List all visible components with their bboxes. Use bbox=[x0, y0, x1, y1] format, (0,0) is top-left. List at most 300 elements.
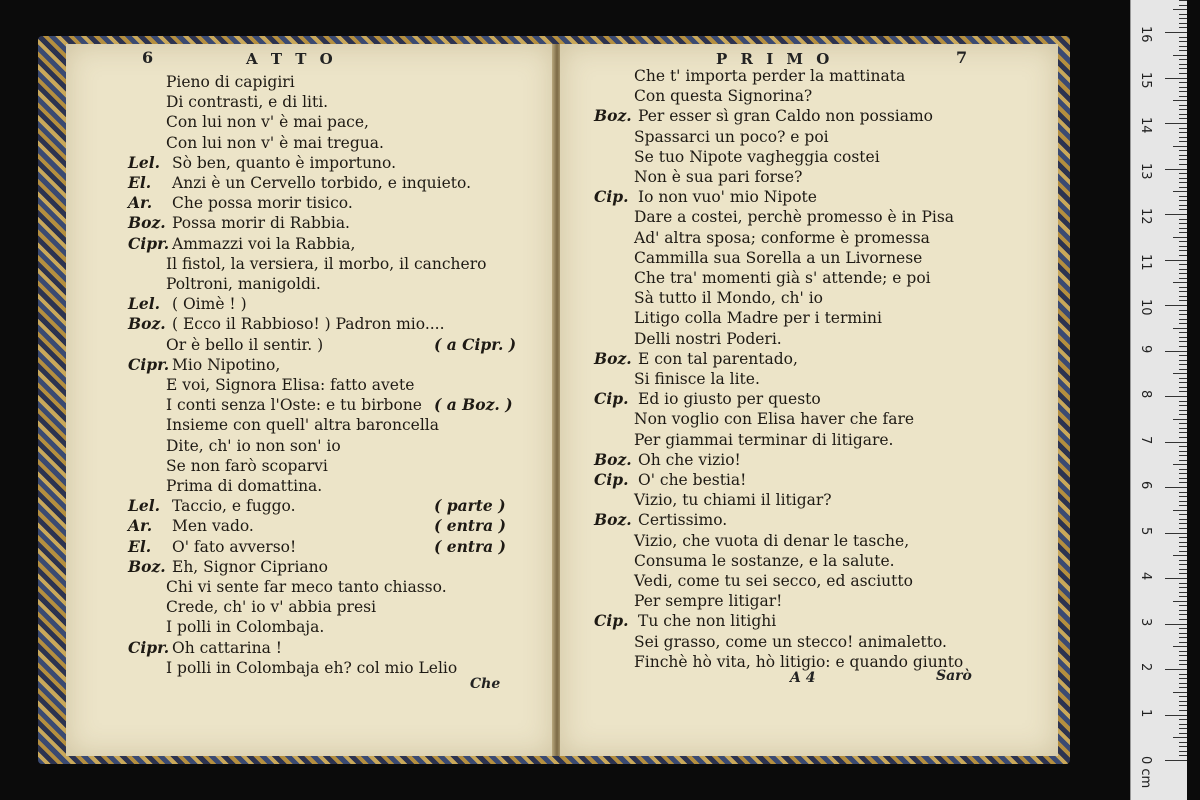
speaker-name: Boz. bbox=[128, 314, 166, 334]
ruler-tick bbox=[1179, 473, 1187, 474]
ruler-tick bbox=[1173, 510, 1187, 511]
ruler-tick bbox=[1179, 733, 1187, 734]
ruler-tick bbox=[1179, 528, 1187, 529]
speaker-name: El. bbox=[128, 173, 152, 192]
ruler-number: 11 bbox=[1138, 253, 1153, 271]
verse-text: Crede, ch' io v' abbia presi bbox=[166, 598, 377, 617]
ruler-tick bbox=[1173, 282, 1187, 283]
ruler-number: 3 bbox=[1138, 617, 1153, 626]
ruler-tick bbox=[1179, 128, 1187, 129]
ruler-tick bbox=[1179, 482, 1187, 483]
ruler-tick bbox=[1179, 596, 1187, 597]
verse-text: Si finisce la lite. bbox=[634, 370, 760, 388]
ruler-tick bbox=[1179, 660, 1187, 661]
verse-text: Sei grasso, come un stecco! animaletto. bbox=[634, 632, 947, 651]
ruler-tick bbox=[1179, 150, 1187, 151]
ruler-tick bbox=[1179, 250, 1187, 251]
text-line bbox=[166, 597, 376, 617]
catchword: Che bbox=[470, 676, 501, 692]
speaker-name: Cip. bbox=[594, 611, 629, 631]
verse-text: Che tra' momenti già s' attende; e poi bbox=[634, 269, 931, 287]
text-line bbox=[166, 335, 323, 355]
text-line bbox=[634, 430, 894, 450]
left-page bbox=[66, 44, 554, 756]
catchword: Sarò bbox=[936, 668, 972, 684]
ruler-tick bbox=[1179, 719, 1187, 720]
text-line bbox=[594, 450, 741, 470]
verse-text: Pieno di capigiri bbox=[166, 73, 295, 91]
text-line bbox=[634, 632, 947, 652]
verse-text: Prima di domattina. bbox=[166, 477, 323, 495]
ruler-tick bbox=[1173, 555, 1187, 556]
ruler-tick bbox=[1179, 278, 1187, 279]
verse-text: Poltroni, manigoldi. bbox=[166, 275, 321, 293]
text-line bbox=[634, 167, 802, 187]
ruler-tick bbox=[1165, 624, 1187, 625]
text-line bbox=[128, 496, 296, 516]
text-line bbox=[594, 187, 817, 207]
ruler-tick bbox=[1179, 23, 1187, 24]
ruler-number: 1 bbox=[1138, 708, 1153, 717]
text-line bbox=[166, 112, 369, 132]
text-line bbox=[128, 193, 353, 213]
text-line bbox=[634, 591, 782, 611]
ruler-tick bbox=[1179, 478, 1187, 479]
ruler-tick bbox=[1179, 196, 1187, 197]
text-line bbox=[128, 516, 254, 536]
text-line bbox=[634, 652, 963, 672]
ruler-tick bbox=[1179, 610, 1187, 611]
ruler-number: 5 bbox=[1138, 526, 1153, 535]
ruler-tick bbox=[1179, 14, 1187, 15]
ruler-tick bbox=[1179, 633, 1187, 634]
verse-text: ( Oimè ! ) bbox=[172, 295, 247, 314]
ruler-tick bbox=[1179, 64, 1187, 65]
text-line bbox=[166, 617, 324, 637]
speaker-name: Boz. bbox=[594, 106, 632, 126]
ruler-tick bbox=[1179, 228, 1187, 229]
ruler-tick bbox=[1179, 569, 1187, 570]
verse-text: Certissimo. bbox=[638, 511, 728, 530]
ruler-tick bbox=[1179, 637, 1187, 638]
ruler-tick bbox=[1179, 287, 1187, 288]
verse-text: Vizio, che vuota di denar le tasche, bbox=[634, 531, 910, 550]
ruler-tick bbox=[1179, 300, 1187, 301]
verse-text: Consuma le sostanze, e la salute. bbox=[634, 551, 895, 570]
ruler-tick bbox=[1179, 619, 1187, 620]
text-line bbox=[634, 551, 895, 571]
ruler-number: 12 bbox=[1138, 208, 1153, 225]
ruler-tick bbox=[1173, 646, 1187, 647]
ruler-tick bbox=[1179, 496, 1187, 497]
ruler-tick bbox=[1179, 355, 1187, 356]
verse-text: Per sempre litigar! bbox=[634, 592, 783, 611]
ruler-tick bbox=[1179, 391, 1187, 392]
verse-text: Non è sua pari forse? bbox=[634, 168, 803, 186]
ruler-tick bbox=[1165, 487, 1187, 488]
ruler-tick bbox=[1179, 573, 1187, 574]
verse-text: Cammilla sua Sorella a un Livornese bbox=[634, 248, 923, 267]
ruler-tick bbox=[1179, 728, 1187, 729]
text-line bbox=[634, 248, 922, 268]
ruler-tick bbox=[1179, 542, 1187, 543]
text-line bbox=[166, 476, 322, 496]
ruler-tick bbox=[1179, 655, 1187, 656]
stage-direction: ( entra ) bbox=[434, 536, 506, 556]
ruler-tick bbox=[1179, 592, 1187, 593]
ruler-tick bbox=[1179, 5, 1187, 6]
speaker-name: Cip. bbox=[594, 389, 629, 409]
ruler-number: 2 bbox=[1138, 663, 1153, 672]
signature-mark: A 4 bbox=[790, 670, 816, 686]
ruler-tick bbox=[1179, 460, 1187, 461]
right-page bbox=[560, 44, 1058, 756]
ruler-tick bbox=[1179, 310, 1187, 311]
verse-text: I polli in Colombaja eh? col mio Lelio bbox=[166, 658, 458, 677]
ruler-number: 10 bbox=[1138, 299, 1153, 316]
ruler-tick bbox=[1179, 523, 1187, 524]
stage-direction: ( parte ) bbox=[434, 496, 506, 516]
ruler-tick bbox=[1179, 232, 1187, 233]
ruler-tick bbox=[1165, 169, 1187, 170]
running-header: A T T O bbox=[246, 50, 337, 68]
ruler-tick bbox=[1179, 414, 1187, 415]
verse-text: Men vado. bbox=[172, 517, 254, 536]
text-line bbox=[166, 274, 321, 294]
speaker-name: Ar. bbox=[128, 193, 153, 213]
verse-text: I polli in Colombaja. bbox=[166, 618, 325, 637]
ruler-tick bbox=[1179, 118, 1187, 119]
verse-text: Io non vuo' mio Nipote bbox=[638, 188, 817, 207]
text-line bbox=[166, 456, 328, 476]
ruler-number: 14 bbox=[1138, 117, 1153, 134]
text-line bbox=[128, 173, 471, 193]
ruler-tick bbox=[1179, 696, 1187, 697]
text-line bbox=[594, 510, 727, 530]
ruler-tick bbox=[1179, 405, 1187, 406]
ruler-tick bbox=[1179, 437, 1187, 438]
ruler-tick bbox=[1179, 642, 1187, 643]
ruler-tick bbox=[1179, 73, 1187, 74]
speaker-name: Cipr. bbox=[128, 354, 170, 374]
ruler-tick bbox=[1179, 159, 1187, 160]
ruler-tick bbox=[1179, 378, 1187, 379]
ruler-tick bbox=[1179, 710, 1187, 711]
ruler-tick bbox=[1179, 519, 1187, 520]
ruler-tick bbox=[1179, 332, 1187, 333]
ruler-tick bbox=[1179, 50, 1187, 51]
text-line bbox=[634, 329, 782, 349]
ruler-tick bbox=[1179, 164, 1187, 165]
speaker-name: Cipr. bbox=[128, 233, 170, 253]
verse-text: Vedi, come tu sei secco, ed asciutto bbox=[634, 572, 913, 590]
verse-text: Non voglio con Elisa haver che fare bbox=[634, 410, 915, 429]
text-line bbox=[634, 409, 914, 429]
verse-text: Dite, ch' io non son' io bbox=[166, 436, 341, 455]
ruler-tick bbox=[1179, 264, 1187, 265]
ruler-tick bbox=[1165, 669, 1187, 670]
ruler-tick bbox=[1179, 564, 1187, 565]
text-line bbox=[166, 436, 341, 456]
ruler-tick bbox=[1179, 446, 1187, 447]
ruler-tick bbox=[1179, 560, 1187, 561]
ruler-tick bbox=[1165, 32, 1187, 33]
text-line bbox=[166, 395, 422, 415]
ruler-tick bbox=[1165, 533, 1187, 534]
ruler-tick bbox=[1179, 223, 1187, 224]
ruler-tick bbox=[1179, 323, 1187, 324]
ruler-tick bbox=[1165, 396, 1187, 397]
ruler-tick bbox=[1179, 364, 1187, 365]
ruler-tick bbox=[1165, 78, 1187, 79]
ruler-tick bbox=[1173, 692, 1187, 693]
ruler-tick bbox=[1179, 428, 1187, 429]
ruler-tick bbox=[1179, 319, 1187, 320]
ruler-tick bbox=[1179, 178, 1187, 179]
ruler-tick bbox=[1179, 360, 1187, 361]
running-header: P R I M O bbox=[716, 50, 834, 68]
ruler-tick bbox=[1179, 114, 1187, 115]
text-line bbox=[634, 308, 882, 328]
text-line bbox=[634, 369, 760, 389]
verse-text: Delli nostri Poderi. bbox=[634, 329, 782, 348]
text-line bbox=[634, 147, 880, 167]
ruler-tick bbox=[1165, 305, 1187, 306]
ruler-tick bbox=[1179, 746, 1187, 747]
text-line bbox=[634, 86, 812, 106]
ruler-tick bbox=[1179, 382, 1187, 383]
ruler-number: 15 bbox=[1138, 71, 1153, 89]
ruler-tick bbox=[1165, 214, 1187, 215]
verse-text: Sò ben, quanto è importuno. bbox=[172, 153, 397, 172]
verse-text: Se non farò scoparvi bbox=[166, 456, 328, 475]
ruler-tick bbox=[1179, 82, 1187, 83]
verse-text: Per esser sì gran Caldo non possiamo bbox=[638, 107, 934, 126]
ruler-tick bbox=[1179, 141, 1187, 142]
ruler-tick bbox=[1165, 351, 1187, 352]
verse-text: Oh cattarina ! bbox=[172, 638, 282, 657]
text-line bbox=[634, 66, 905, 86]
text-line bbox=[594, 349, 798, 369]
ruler-tick bbox=[1179, 314, 1187, 315]
ruler-tick bbox=[1179, 755, 1187, 756]
verse-text: E voi, Signora Elisa: fatto avete bbox=[166, 376, 415, 394]
text-line bbox=[128, 294, 247, 314]
ruler-tick bbox=[1179, 132, 1187, 133]
ruler-tick bbox=[1179, 605, 1187, 606]
ruler-tick bbox=[1179, 105, 1187, 106]
ruler-tick bbox=[1179, 687, 1187, 688]
ruler-tick bbox=[1179, 273, 1187, 274]
ruler-tick bbox=[1179, 614, 1187, 615]
verse-text: E con tal parentado, bbox=[638, 349, 798, 368]
ruler-tick bbox=[1179, 27, 1187, 28]
ruler-tick bbox=[1173, 100, 1187, 101]
verse-text: Che possa morir tisico. bbox=[172, 194, 353, 213]
ruler-tick bbox=[1179, 587, 1187, 588]
stage-direction: ( a Cipr. ) bbox=[434, 334, 517, 354]
text-line bbox=[166, 375, 414, 395]
text-line bbox=[634, 127, 829, 147]
stage-direction: ( entra ) bbox=[434, 516, 506, 536]
ruler-tick bbox=[1173, 419, 1187, 420]
text-line bbox=[128, 537, 296, 557]
ruler-tick bbox=[1165, 578, 1187, 579]
speaker-name: Cipr. bbox=[128, 637, 170, 657]
verse-text: Con lui non v' è mai tregua. bbox=[166, 133, 384, 152]
ruler-tick bbox=[1179, 664, 1187, 665]
ruler-tick bbox=[1179, 683, 1187, 684]
ruler-tick bbox=[1179, 255, 1187, 256]
ruler-number: 13 bbox=[1138, 162, 1153, 180]
verse-text: Oh che vizio! bbox=[638, 450, 741, 469]
ruler-tick bbox=[1179, 583, 1187, 584]
ruler-tick bbox=[1179, 751, 1187, 752]
verse-text: I conti senza l'Oste: e tu birbone bbox=[166, 396, 422, 415]
ruler-tick bbox=[1179, 451, 1187, 452]
ruler-tick bbox=[1173, 237, 1187, 238]
ruler-number: 4 bbox=[1138, 572, 1153, 581]
text-line bbox=[634, 571, 913, 591]
ruler-tick bbox=[1179, 410, 1187, 411]
ruler-tick bbox=[1179, 628, 1187, 629]
text-line bbox=[634, 207, 954, 227]
text-line bbox=[634, 268, 931, 288]
text-line bbox=[128, 638, 282, 658]
verse-text: Possa morir di Rabbia. bbox=[172, 214, 350, 233]
ruler-tick bbox=[1179, 701, 1187, 702]
text-line bbox=[166, 133, 384, 153]
ruler-number: 6 bbox=[1138, 481, 1153, 490]
text-line bbox=[166, 72, 295, 92]
ruler-tick bbox=[1165, 123, 1187, 124]
text-line bbox=[128, 355, 280, 375]
text-line bbox=[128, 153, 396, 173]
ruler-tick bbox=[1173, 601, 1187, 602]
verse-text: Con lui non v' è mai pace, bbox=[166, 113, 369, 132]
ruler-tick bbox=[1173, 146, 1187, 147]
ruler-tick bbox=[1179, 68, 1187, 69]
ruler-number: 7 bbox=[1138, 435, 1153, 444]
page-number: 6 bbox=[142, 48, 154, 67]
verse-text: Ed io giusto per questo bbox=[638, 390, 821, 409]
ruler-tick bbox=[1179, 87, 1187, 88]
ruler-tick bbox=[1179, 269, 1187, 270]
text-line bbox=[128, 234, 355, 254]
text-line bbox=[166, 577, 447, 597]
text-line bbox=[128, 314, 445, 334]
verse-text: Taccio, e fuggo. bbox=[172, 497, 296, 516]
ruler-tick bbox=[1179, 37, 1187, 38]
ruler-tick bbox=[1179, 514, 1187, 515]
speaker-name: Lel. bbox=[128, 152, 161, 172]
ruler-tick bbox=[1179, 291, 1187, 292]
text-line bbox=[634, 228, 930, 248]
ruler-number: 16 bbox=[1138, 26, 1153, 43]
text-line bbox=[634, 490, 832, 510]
text-line bbox=[594, 106, 933, 126]
speaker-name: Cip. bbox=[594, 187, 629, 207]
ruler-tick bbox=[1179, 387, 1187, 388]
ruler-tick bbox=[1179, 241, 1187, 242]
ruler-tick bbox=[1173, 328, 1187, 329]
ruler-tick bbox=[1179, 200, 1187, 201]
ruler-tick bbox=[1179, 59, 1187, 60]
ruler-tick bbox=[1179, 469, 1187, 470]
speaker-name: Lel. bbox=[128, 496, 161, 516]
ruler-number: 8 bbox=[1138, 390, 1153, 399]
ruler-tick bbox=[1179, 724, 1187, 725]
ruler-tick bbox=[1179, 742, 1187, 743]
text-line bbox=[128, 213, 350, 233]
verse-text: Sà tutto il Mondo, ch' io bbox=[634, 289, 823, 308]
speaker-name: Boz. bbox=[594, 510, 632, 530]
speaker-name: Boz. bbox=[128, 213, 166, 233]
verse-text: Or è bello il sentir. ) bbox=[166, 335, 324, 354]
speaker-name: Ar. bbox=[128, 516, 153, 536]
speaker-name: Lel. bbox=[128, 294, 161, 314]
ruler-tick bbox=[1179, 296, 1187, 297]
verse-text: O' che bestia! bbox=[638, 471, 747, 489]
speaker-name: Boz. bbox=[594, 449, 632, 469]
text-line bbox=[128, 557, 328, 577]
ruler-tick bbox=[1179, 246, 1187, 247]
ruler-tick bbox=[1165, 760, 1187, 761]
verse-text: Spassarci un poco? e poi bbox=[634, 127, 829, 146]
verse-text: Eh, Signor Cipriano bbox=[172, 557, 328, 576]
ruler-tick bbox=[1179, 173, 1187, 174]
text-line bbox=[594, 470, 746, 490]
ruler-tick bbox=[1173, 464, 1187, 465]
verse-text: Il fistol, la versiera, il morbo, il canchero bbox=[166, 254, 487, 273]
ruler-tick bbox=[1179, 674, 1187, 675]
verse-text: Finchè hò vita, hò litigio: e quando giunto bbox=[634, 652, 964, 671]
verse-text: Ad' altra sposa; conforme è promessa bbox=[634, 228, 930, 247]
text-line bbox=[634, 531, 909, 551]
ruler-tick bbox=[1179, 341, 1187, 342]
ruler-tick bbox=[1165, 715, 1187, 716]
speaker-name: Boz. bbox=[128, 556, 166, 576]
ruler-tick bbox=[1179, 369, 1187, 370]
verse-text: Di contrasti, e di liti. bbox=[166, 93, 329, 112]
verse-text: O' fato avverso! bbox=[172, 537, 297, 556]
ruler-tick bbox=[1179, 96, 1187, 97]
text-line bbox=[166, 415, 439, 435]
ruler-tick bbox=[1179, 455, 1187, 456]
ruler-tick bbox=[1179, 91, 1187, 92]
text-line bbox=[594, 389, 821, 409]
verse-text: Ammazzi voi la Rabbia, bbox=[172, 234, 356, 253]
ruler-tick bbox=[1179, 432, 1187, 433]
ruler-tick bbox=[1179, 155, 1187, 156]
ruler-tick bbox=[1165, 260, 1187, 261]
ruler-label: 0 cm bbox=[1138, 756, 1153, 789]
ruler-tick bbox=[1173, 55, 1187, 56]
ruler-tick bbox=[1179, 41, 1187, 42]
ruler-tick bbox=[1179, 187, 1187, 188]
ruler-tick bbox=[1179, 678, 1187, 679]
ruler-tick bbox=[1179, 0, 1187, 1]
page-number: 7 bbox=[956, 48, 968, 67]
ruler-tick bbox=[1179, 109, 1187, 110]
verse-text: Che t' importa perder la mattinata bbox=[634, 67, 906, 85]
ruler-tick bbox=[1179, 705, 1187, 706]
text-line bbox=[634, 288, 823, 308]
ruler-tick bbox=[1165, 442, 1187, 443]
ruler-tick bbox=[1179, 423, 1187, 424]
ruler-tick bbox=[1179, 551, 1187, 552]
ruler-tick bbox=[1179, 18, 1187, 19]
